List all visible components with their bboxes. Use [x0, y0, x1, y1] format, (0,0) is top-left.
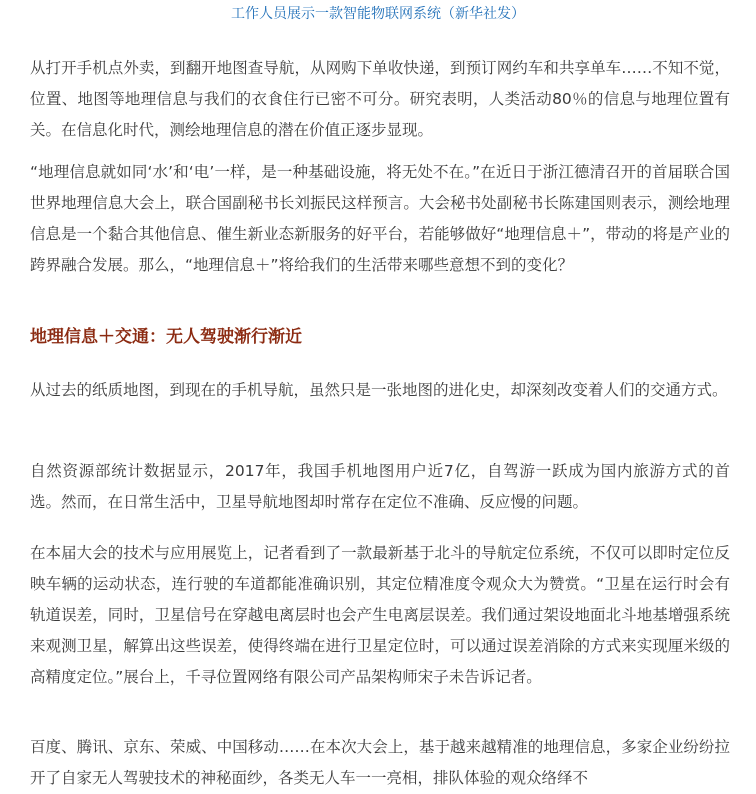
article-paragraph: 从打开手机点外卖，到翻开地图查导航，从网购下单收快递，到预订网约车和共享单车……不知不觉，位置、地图等地理信息与我们的衣食住行已密不可分。研究表明，人类活动80％的信息与地理位置有关。在信息化时代，测绘地理信息的潜在价值正逐步显现。 — [30, 59, 730, 139]
article-paragraph: “地理信息就如同‘水’和‘电’一样，是一种基础设施，将无处不在。”在近日于浙江德清召开的首届联合国世界地理信息大会上，联合国副秘书长刘振民这样预言。大会秘书处副秘书长陈建国则表示，测绘地理信息是一个黏合其他信息、催生新业态新服务的好平台，若能够做好“地理信息＋”，带动的将是产业的跨界融合发展。那么，“地理信息＋”将给我们的生活带来哪些意想不到的变化？ — [30, 163, 730, 274]
article-paragraph: 百度、腾讯、京东、荣威、中国移动……在本次大会上，基于越来越精准的地理信息，多家企业纷纷拉开了自家无人驾驶技术的神秘面纱，各类无人车一一亮相，排队体验的观众络绎不 — [30, 738, 730, 787]
article-paragraph: 在本届大会的技术与应用展览上，记者看到了一款最新基于北斗的导航定位系统，不仅可以即时定位反映车辆的运动状态，连行驶的车道都能准确识别，其定位精准度令观众大为赞赏。“卫星在运行时会有轨道误差，同时，卫星信号在穿越电离层时也会产生电离层误差。我们通过架设地面北斗地基增强系统来观测卫星，解算出这些误差，使得终端在进行卫星定位时，可以通过误差消除的方式来实现厘米级的高精度定位。”展台上，千寻位置网络有限公司产品架构师宋子未告诉记者。 — [30, 544, 730, 686]
section-heading: 地理信息＋交通：无人驾驶渐行渐近 — [30, 327, 302, 347]
article-paragraph: 从过去的纸质地图，到现在的手机导航，虽然只是一张地图的进化史，却深刻改变着人们的交通方式。 — [30, 381, 728, 399]
image-caption: 工作人员展示一款智能物联网系统（新华社发） — [231, 6, 525, 22]
article-paragraph: 自然资源部统计数据显示，2017年，我国手机地图用户近7亿，自驾游一跃成为国内旅游方式的首选。然而，在日常生活中，卫星导航地图却时常存在定位不准确、反应慢的问题。 — [30, 462, 730, 511]
